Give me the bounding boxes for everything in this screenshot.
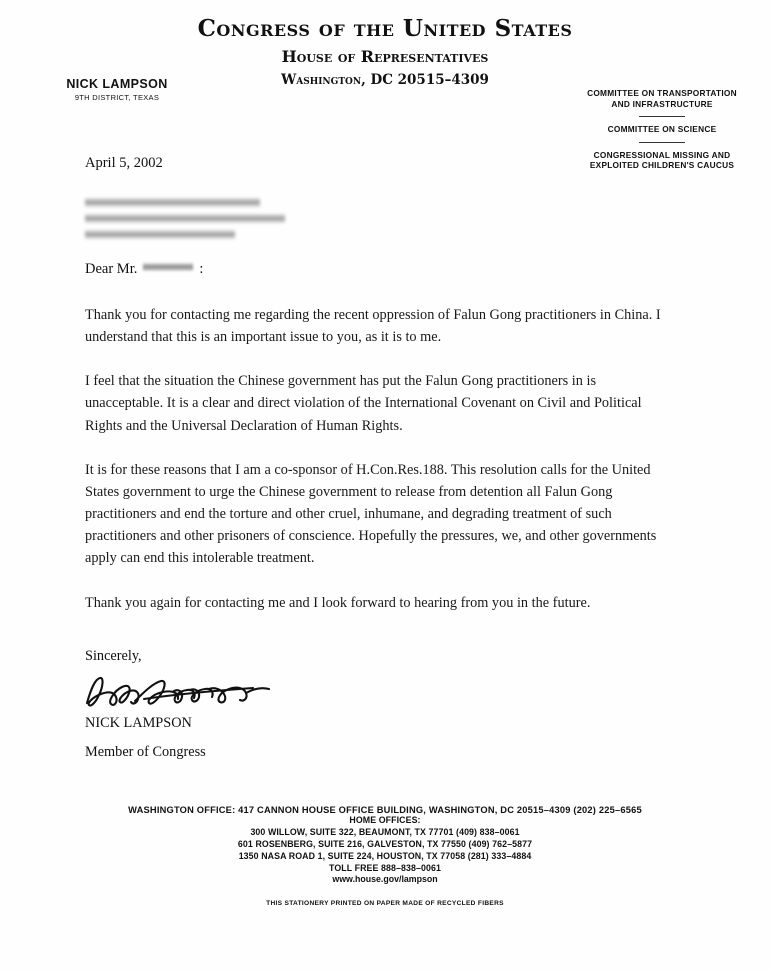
footer-recycled-note: THIS STATIONERY PRINTED ON PAPER MADE OF RECYCLED FIBERS xyxy=(266,900,504,908)
redaction-bar xyxy=(85,198,260,207)
footer-washington-office: WASHINGTON OFFICE: 417 CANNON HOUSE OFFICE BUILDING, WASHINGTON, DC 20515–4309 (202) 225–6565 xyxy=(128,805,642,815)
redaction-bar xyxy=(85,230,235,239)
sign-off: Sincerely, xyxy=(85,647,142,664)
letter-paragraph: I feel that the situation the Chinese government has put the Falun Gong practitioners in is unacceptable. It is a clear and direct violation of the International Covenant on Civil and Political Rights and the Universal Declaration of Human Rights. xyxy=(85,373,642,434)
member-district: 9TH DISTRICT, TEXAS xyxy=(74,93,160,102)
redaction-bar xyxy=(143,263,193,271)
letter-date: April 5, 2002 xyxy=(85,155,163,171)
letterhead-house: House of Representatives xyxy=(281,47,489,67)
letterhead-congress: Congress of the United States xyxy=(197,15,573,42)
letterhead xyxy=(0,0,770,88)
member-block xyxy=(47,77,187,102)
committee-divider xyxy=(639,116,685,117)
recipient-address-redacted xyxy=(85,198,675,239)
signature-image xyxy=(81,669,281,715)
letter-body xyxy=(85,155,675,761)
footer-office-line: 300 WILLOW, SUITE 322, BEAUMONT, TX 77701 (409) 838–0061 xyxy=(250,826,520,837)
footer-toll-free: TOLL FREE 888–838–0061 xyxy=(329,862,441,873)
signature-name: NICK LAMPSON xyxy=(85,714,192,731)
footer xyxy=(0,805,770,907)
committee-item: CONGRESSIONAL MISSING AND EXPLOITED CHILDREN'S CAUCUS xyxy=(589,149,735,171)
committee-divider xyxy=(639,142,685,143)
committee-item: COMMITTEE ON TRANSPORTATION AND INFRASTRUCTURE xyxy=(587,88,737,109)
redaction-bar xyxy=(85,214,285,223)
letter-closing-paragraph: Thank you again for contacting me and I look forward to hearing from you in the future. xyxy=(85,594,591,611)
footer-office-line: 601 ROSENBERG, SUITE 216, GALVESTON, TX 77550 (409) 762–5877 xyxy=(237,838,533,849)
salutation xyxy=(85,261,675,278)
salutation-prefix: Dear Mr. xyxy=(85,261,138,277)
member-name: NICK LAMPSON xyxy=(66,77,168,91)
letter-paragraph: Thank you for contacting me regarding the recent oppression of Falun Gong practitioners in China. I understand that this is an important issue to you, as it is to me. xyxy=(85,307,661,346)
footer-home-offices-label: HOME OFFICES: xyxy=(349,815,421,825)
footer-office-line: 1350 NASA ROAD 1, SUITE 224, HOUSTON, TX 77058 (281) 333–4884 xyxy=(238,850,532,861)
committee-item: COMMITTEE ON SCIENCE xyxy=(607,124,717,135)
letterhead-city: Washington, DC 20515–4309 xyxy=(281,72,489,89)
footer-website[interactable]: www.house.gov/lampson xyxy=(332,874,438,885)
salutation-suffix: : xyxy=(199,261,204,277)
letter-paragraph: It is for these reasons that I am a co-sponsor of H.Con.Res.188. This resolution calls for the United States government to urge the Chinese government to release from detention all Falun Gong practitioners and end the torture and other cruel, inhumane, and degrading treatment of such practitioners and other prisoners of conscience. Hopefully the pressures, we, and other governments apply can end this intolerable treatment. xyxy=(85,461,657,567)
signature-title: Member of Congress xyxy=(85,743,206,760)
